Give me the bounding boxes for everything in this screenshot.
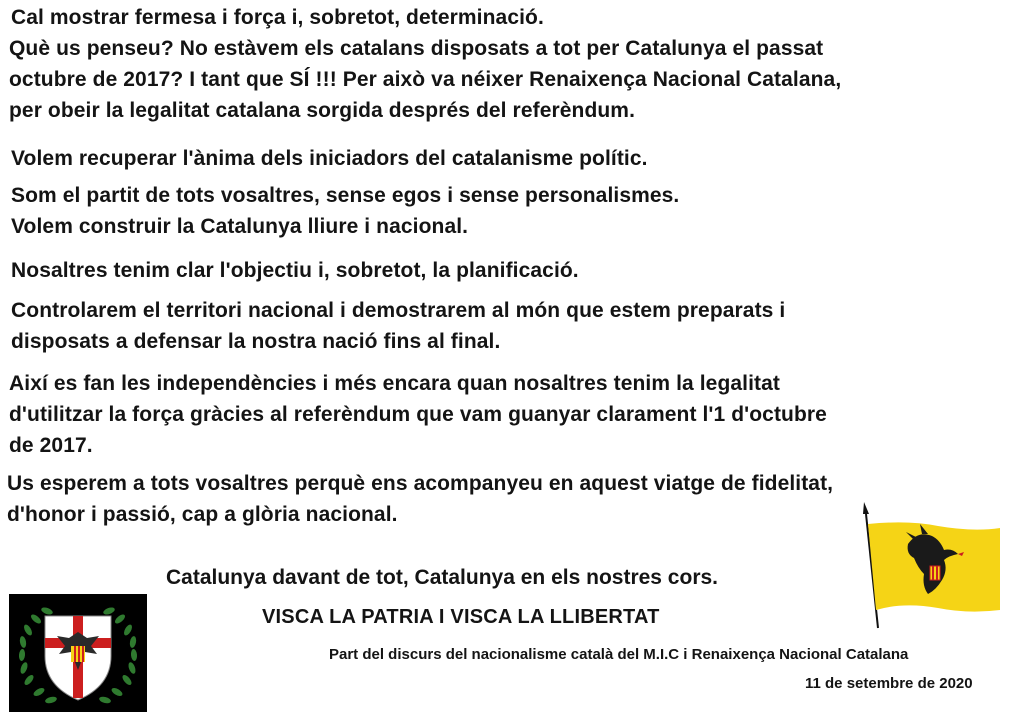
paragraph-6 xyxy=(11,295,785,357)
slogan: Catalunya davant de tot, Catalunya en els nostres cors. xyxy=(166,566,718,589)
laurel-shield-emblem-icon xyxy=(9,594,147,712)
paragraph-line: per obeir la legalitat catalana sorgida després del referèndum. xyxy=(9,99,636,122)
paragraph-line: Cal mostrar fermesa i força i, sobretot, determinació. xyxy=(11,6,544,29)
paragraph-line: d'utilitzar la força gràcies al referèndum que vam guanyar clarament l'1 d'octubre xyxy=(9,403,827,426)
paragraph-4 xyxy=(11,180,679,242)
paragraph-7 xyxy=(9,368,827,461)
paragraph-line: disposats a defensar la nostra nació fins al final. xyxy=(11,330,501,353)
motto: VISCA LA PATRIA I VISCA LA LLIBERTAT xyxy=(262,606,660,628)
paragraph-3 xyxy=(11,143,648,174)
paragraph-line: octubre de 2017? I tant que SÍ !!! Per això va néixer Renaixença Nacional Catalana, xyxy=(9,68,842,91)
paragraph-8 xyxy=(7,468,833,530)
paragraph-line: Volem recuperar l'ànima dels iniciadors del catalanisme polític. xyxy=(11,147,648,170)
paragraph-line: d'honor i passió, cap a glòria nacional. xyxy=(7,503,398,526)
paragraph-line: de 2017. xyxy=(9,434,93,457)
source-caption: Part del discurs del nacionalisme català del M.I.C i Renaixença Nacional Catalana xyxy=(329,646,909,663)
paragraph-line: Volem construir la Catalunya lliure i nacional. xyxy=(11,215,469,238)
date: 11 de setembre de 2020 xyxy=(805,675,973,692)
yellow-dragon-flag-icon xyxy=(848,500,1008,630)
paragraph-line: Què us penseu? No estàvem els catalans disposats a tot per Catalunya el passat xyxy=(9,37,824,60)
paragraph-2 xyxy=(9,33,841,126)
paragraph-5 xyxy=(11,255,579,286)
paragraph-line: Som el partit de tots vosaltres, sense egos i sense personalismes. xyxy=(11,184,680,207)
paragraph-line: Us esperem a tots vosaltres perquè ens acompanyeu en aquest viatge de fidelitat, xyxy=(7,472,834,495)
paragraph-line: Controlarem el territori nacional i demostrarem al món que estem preparats i xyxy=(11,299,786,322)
paragraph-1 xyxy=(11,2,544,33)
paragraph-line: Nosaltres tenim clar l'objectiu i, sobretot, la planificació. xyxy=(11,259,579,282)
paragraph-line: Així es fan les independències i més encara quan nosaltres tenim la legalitat xyxy=(9,372,780,395)
